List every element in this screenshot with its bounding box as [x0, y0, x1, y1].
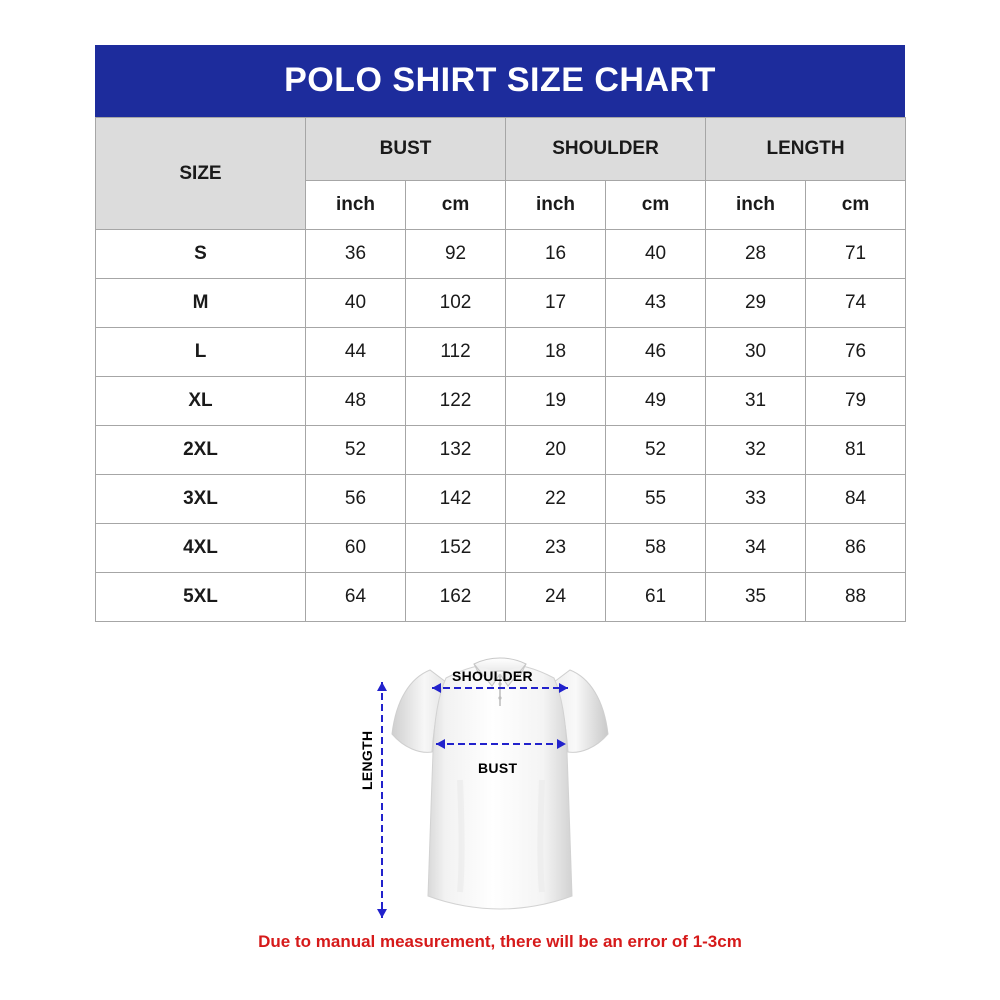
size-chart-table	[95, 117, 906, 622]
measurement-illustration	[0, 630, 1000, 940]
cell-length-inch: 34	[706, 524, 806, 573]
cell-length-cm: 79	[806, 377, 906, 426]
cell-length-inch: 33	[706, 475, 806, 524]
cell-shoulder-inch: 16	[506, 230, 606, 279]
size-chart	[95, 45, 905, 622]
cell-size: S	[96, 230, 306, 279]
cell-shoulder-cm: 52	[606, 426, 706, 475]
column-header-bust: BUST	[306, 118, 506, 181]
cell-bust-cm: 142	[406, 475, 506, 524]
table-row	[96, 475, 906, 524]
table-row	[96, 377, 906, 426]
cell-shoulder-inch: 20	[506, 426, 606, 475]
cell-size: 2XL	[96, 426, 306, 475]
cell-length-inch: 31	[706, 377, 806, 426]
label-bust: BUST	[478, 760, 518, 776]
cell-shoulder-cm: 43	[606, 279, 706, 328]
cell-bust-cm: 162	[406, 573, 506, 622]
cell-bust-inch: 60	[306, 524, 406, 573]
cell-size: 5XL	[96, 573, 306, 622]
cell-length-cm: 84	[806, 475, 906, 524]
table-row	[96, 524, 906, 573]
cell-shoulder-cm: 58	[606, 524, 706, 573]
table-row	[96, 279, 906, 328]
label-shoulder: SHOULDER	[452, 668, 533, 684]
cell-shoulder-cm: 55	[606, 475, 706, 524]
cell-bust-inch: 56	[306, 475, 406, 524]
cell-bust-cm: 132	[406, 426, 506, 475]
cell-bust-cm: 152	[406, 524, 506, 573]
cell-length-inch: 32	[706, 426, 806, 475]
cell-bust-inch: 64	[306, 573, 406, 622]
cell-shoulder-inch: 23	[506, 524, 606, 573]
column-header-shoulder: SHOULDER	[506, 118, 706, 181]
cell-length-inch: 35	[706, 573, 806, 622]
unit-header-bust-cm: cm	[406, 181, 506, 230]
cell-bust-inch: 44	[306, 328, 406, 377]
cell-size: XL	[96, 377, 306, 426]
cell-length-inch: 29	[706, 279, 806, 328]
cell-length-cm: 81	[806, 426, 906, 475]
unit-header-shoulder-cm: cm	[606, 181, 706, 230]
unit-header-bust-inch: inch	[306, 181, 406, 230]
column-header-length: LENGTH	[706, 118, 906, 181]
cell-size: M	[96, 279, 306, 328]
cell-bust-inch: 52	[306, 426, 406, 475]
cell-shoulder-cm: 40	[606, 230, 706, 279]
unit-header-shoulder-inch: inch	[506, 181, 606, 230]
cell-length-inch: 28	[706, 230, 806, 279]
cell-shoulder-inch: 19	[506, 377, 606, 426]
cell-length-inch: 30	[706, 328, 806, 377]
cell-shoulder-inch: 18	[506, 328, 606, 377]
cell-bust-cm: 122	[406, 377, 506, 426]
table-row	[96, 230, 906, 279]
cell-shoulder-inch: 17	[506, 279, 606, 328]
table-row	[96, 573, 906, 622]
label-length: LENGTH	[359, 730, 375, 790]
column-header-size: SIZE	[96, 118, 306, 230]
cell-size: 3XL	[96, 475, 306, 524]
cell-length-cm: 76	[806, 328, 906, 377]
cell-length-cm: 86	[806, 524, 906, 573]
cell-bust-inch: 40	[306, 279, 406, 328]
table-group-header-row	[96, 118, 906, 181]
table-row	[96, 328, 906, 377]
cell-bust-inch: 48	[306, 377, 406, 426]
cell-shoulder-cm: 61	[606, 573, 706, 622]
cell-length-cm: 74	[806, 279, 906, 328]
measurement-note: Due to manual measurement, there will be an error of 1-3cm	[258, 932, 742, 951]
cell-size: L	[96, 328, 306, 377]
cell-shoulder-cm: 49	[606, 377, 706, 426]
cell-length-cm: 71	[806, 230, 906, 279]
unit-header-length-inch: inch	[706, 181, 806, 230]
cell-length-cm: 88	[806, 573, 906, 622]
cell-shoulder-inch: 24	[506, 573, 606, 622]
cell-bust-cm: 102	[406, 279, 506, 328]
table-row	[96, 426, 906, 475]
cell-shoulder-inch: 22	[506, 475, 606, 524]
cell-bust-cm: 112	[406, 328, 506, 377]
cell-size: 4XL	[96, 524, 306, 573]
unit-header-length-cm: cm	[806, 181, 906, 230]
cell-bust-inch: 36	[306, 230, 406, 279]
cell-shoulder-cm: 46	[606, 328, 706, 377]
chart-title: POLO SHIRT SIZE CHART	[95, 45, 905, 117]
cell-bust-cm: 92	[406, 230, 506, 279]
